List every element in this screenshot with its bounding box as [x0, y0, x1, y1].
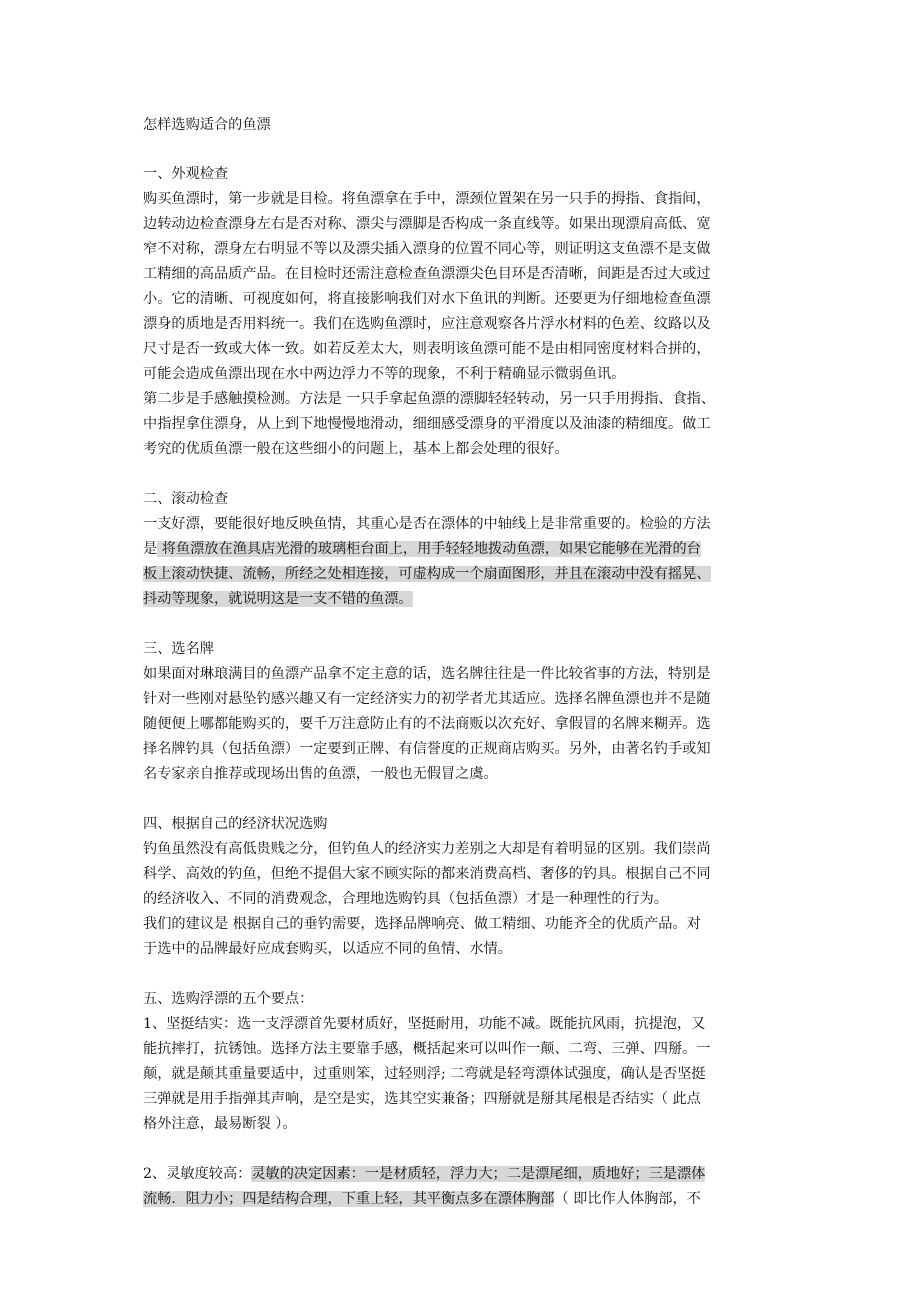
- section-2-heading: 二、滚动检查: [143, 491, 229, 507]
- section-4-heading: 四、根据自己的经济状况选购: [143, 816, 328, 832]
- highlighted-text: 抖动等现象，就说明这是一支不错的鱼漂。: [143, 591, 413, 607]
- highlighted-text: 板上滚动快捷、流畅，所经之处相连接，可虚构成一个扇面图形，并且在滚动中没有摇晃、: [143, 566, 711, 582]
- paragraph-line: 小。它的清晰、可视度如何，将直接影响我们对水下鱼讯的判断。还要更为仔细地检查鱼漂: [143, 291, 711, 307]
- paragraph-line: 工精细的高品质产品。在目检时还需注意检查鱼漂漂尖色目环是否清晰，间距是否过大或过: [143, 266, 711, 282]
- paragraph-line: 1、坚挺结实：选一支浮漂首先要材质好，坚挺耐用，功能不减。既能抗风雨，抗提泡，又: [143, 1016, 706, 1032]
- paragraph-line: 颠，就是颠其重量要适中，过重则笨，过轻则浮; 二弯就是轻弯漂体试强度，确认是否坚挺: [143, 1066, 706, 1082]
- paragraph-line: 三弹就是用手指弹其声响，是空是实，选其空实兼备；四掰就是掰其尾根是否结实（ 此点: [143, 1091, 701, 1107]
- paragraph-line: 我们的建议是 根据自己的垂钓需要，选择品牌响亮、做工精细、功能齐全的优质产品。对: [143, 916, 701, 932]
- paragraph-line: 购买鱼漂时，第一步就是目检。将鱼漂拿在手中，漂颈位置架在另一只手的拇指、食指间，: [143, 191, 711, 207]
- paragraph-line: 中指捏拿住漂身，从上到下地慢慢地滑动，细细感受漂身的平滑度以及油漆的精细度。做工: [143, 416, 711, 432]
- paragraph-line: 的经济收入、不同的消费观念，合理地选购钓具（包括鱼漂）才是一种理性的行为。: [143, 891, 668, 907]
- paragraph-line: 格外注意，最易断裂 ）。: [143, 1116, 297, 1132]
- paragraph-line: [143, 537, 783, 562]
- paragraph-line: 随便便上哪都能购买的，要千万注意防止有的不法商贩以次充好、拿假冒的名牌来糊弄。选: [143, 716, 711, 732]
- paragraph-line: 边转动边检查漂身左右是否对称、漂尖与漂脚是否构成一条直线等。如果出现漂肩高低、宽: [143, 216, 711, 232]
- paragraph-line: 第二步是手感触摸检测。方法是 一只手拿起鱼漂的漂脚轻轻转动，另一只手用拇指、食指、: [143, 391, 716, 407]
- highlighted-text: 将鱼漂放在渔具店光滑的玻璃柜台面上，用手轻轻地拨动鱼漂，如果它能够在光滑的台: [157, 541, 701, 557]
- plain-text: 是: [143, 541, 158, 557]
- paragraph-line: 如果面对琳琅满目的鱼漂产品拿不定主意的话，选名牌往往是一件比较省事的方法，特别是: [143, 666, 711, 682]
- paragraph-line: 钓鱼虽然没有高低贵贱之分，但钓鱼人的经济实力差别之大却是有着明显的区别。我们崇尚: [143, 841, 711, 857]
- paragraph-line: 可能会造成鱼漂出现在水中两边浮力不等的现象，不利于精确显示微弱鱼讯。: [143, 366, 626, 382]
- paragraph-line: 名专家亲自推荐或现场出售的鱼漂，一般也无假冒之虞。: [143, 766, 498, 782]
- section-1-heading: 一、外观检查: [143, 166, 229, 182]
- paragraph-line: 漂身的质地是否用料统一。我们在选购鱼漂时，应注意观察各片浮水材料的色差、纹路以及: [143, 316, 711, 332]
- section-3-heading: 三、选名牌: [143, 641, 214, 657]
- paragraph-line: 于选中的品牌最好应成套购买，以适应不同的鱼情、水情。: [143, 941, 512, 957]
- paragraph-line: [143, 587, 783, 612]
- paragraph-line: [143, 1187, 783, 1212]
- paragraph-line: [143, 562, 783, 587]
- highlighted-text: 灵敏的决定因素：一是材质轻，浮力大；二是漂尾细，质地好；三是漂体: [251, 1166, 706, 1182]
- highlighted-text: 流畅．阻力小；四是结构合理，下重上轻，其平衡点多在漂体胸部: [143, 1191, 555, 1207]
- paragraph-line: 窄不对称，漂身左右明显不等以及漂尖插入漂身的位置不同心等，则证明这支鱼漂不是支做: [143, 241, 711, 257]
- paragraph-line: 择名牌钓具（包括鱼漂）一定要到正牌、有信誉度的正规商店购买。另外，由著名钓手或知: [143, 741, 711, 757]
- document-title: 怎样选购适合的鱼漂: [143, 117, 271, 133]
- paragraph-line: 一支好漂，要能很好地反映鱼情，其重心是否在漂体的中轴线上是非常重要的。检验的方法: [143, 516, 711, 532]
- paragraph-line: 尺寸是否一致或大体一致。如若反差太大，则表明该鱼漂可能不是由相同密度材料合拼的，: [143, 341, 711, 357]
- paragraph-line: 科学、高效的钓鱼，但绝不提倡大家不顾实际的都来消费高档、奢侈的钓具。根据自己不同: [143, 866, 711, 882]
- paragraph-line: 针对一些刚对悬坠钓感兴趣又有一定经济实力的初学者尤其适应。选择名牌鱼漂也并不是随: [143, 691, 711, 707]
- paragraph-line: 能抗摔打，抗锈蚀。选择方法主要靠手感，概括起来可以叫作一颠、二弯、三弹、四掰。一: [143, 1041, 711, 1057]
- paragraph-line: 考究的优质鱼漂一般在这些细小的问题上，基本上都会处理的很好。: [143, 441, 569, 457]
- plain-text: （ 即比作人体胸部，不: [554, 1191, 701, 1207]
- paragraph-line: [143, 1162, 783, 1187]
- plain-text: 2、灵敏度较高：: [143, 1166, 252, 1182]
- section-5-heading: 五、选购浮漂的五个要点：: [143, 991, 314, 1007]
